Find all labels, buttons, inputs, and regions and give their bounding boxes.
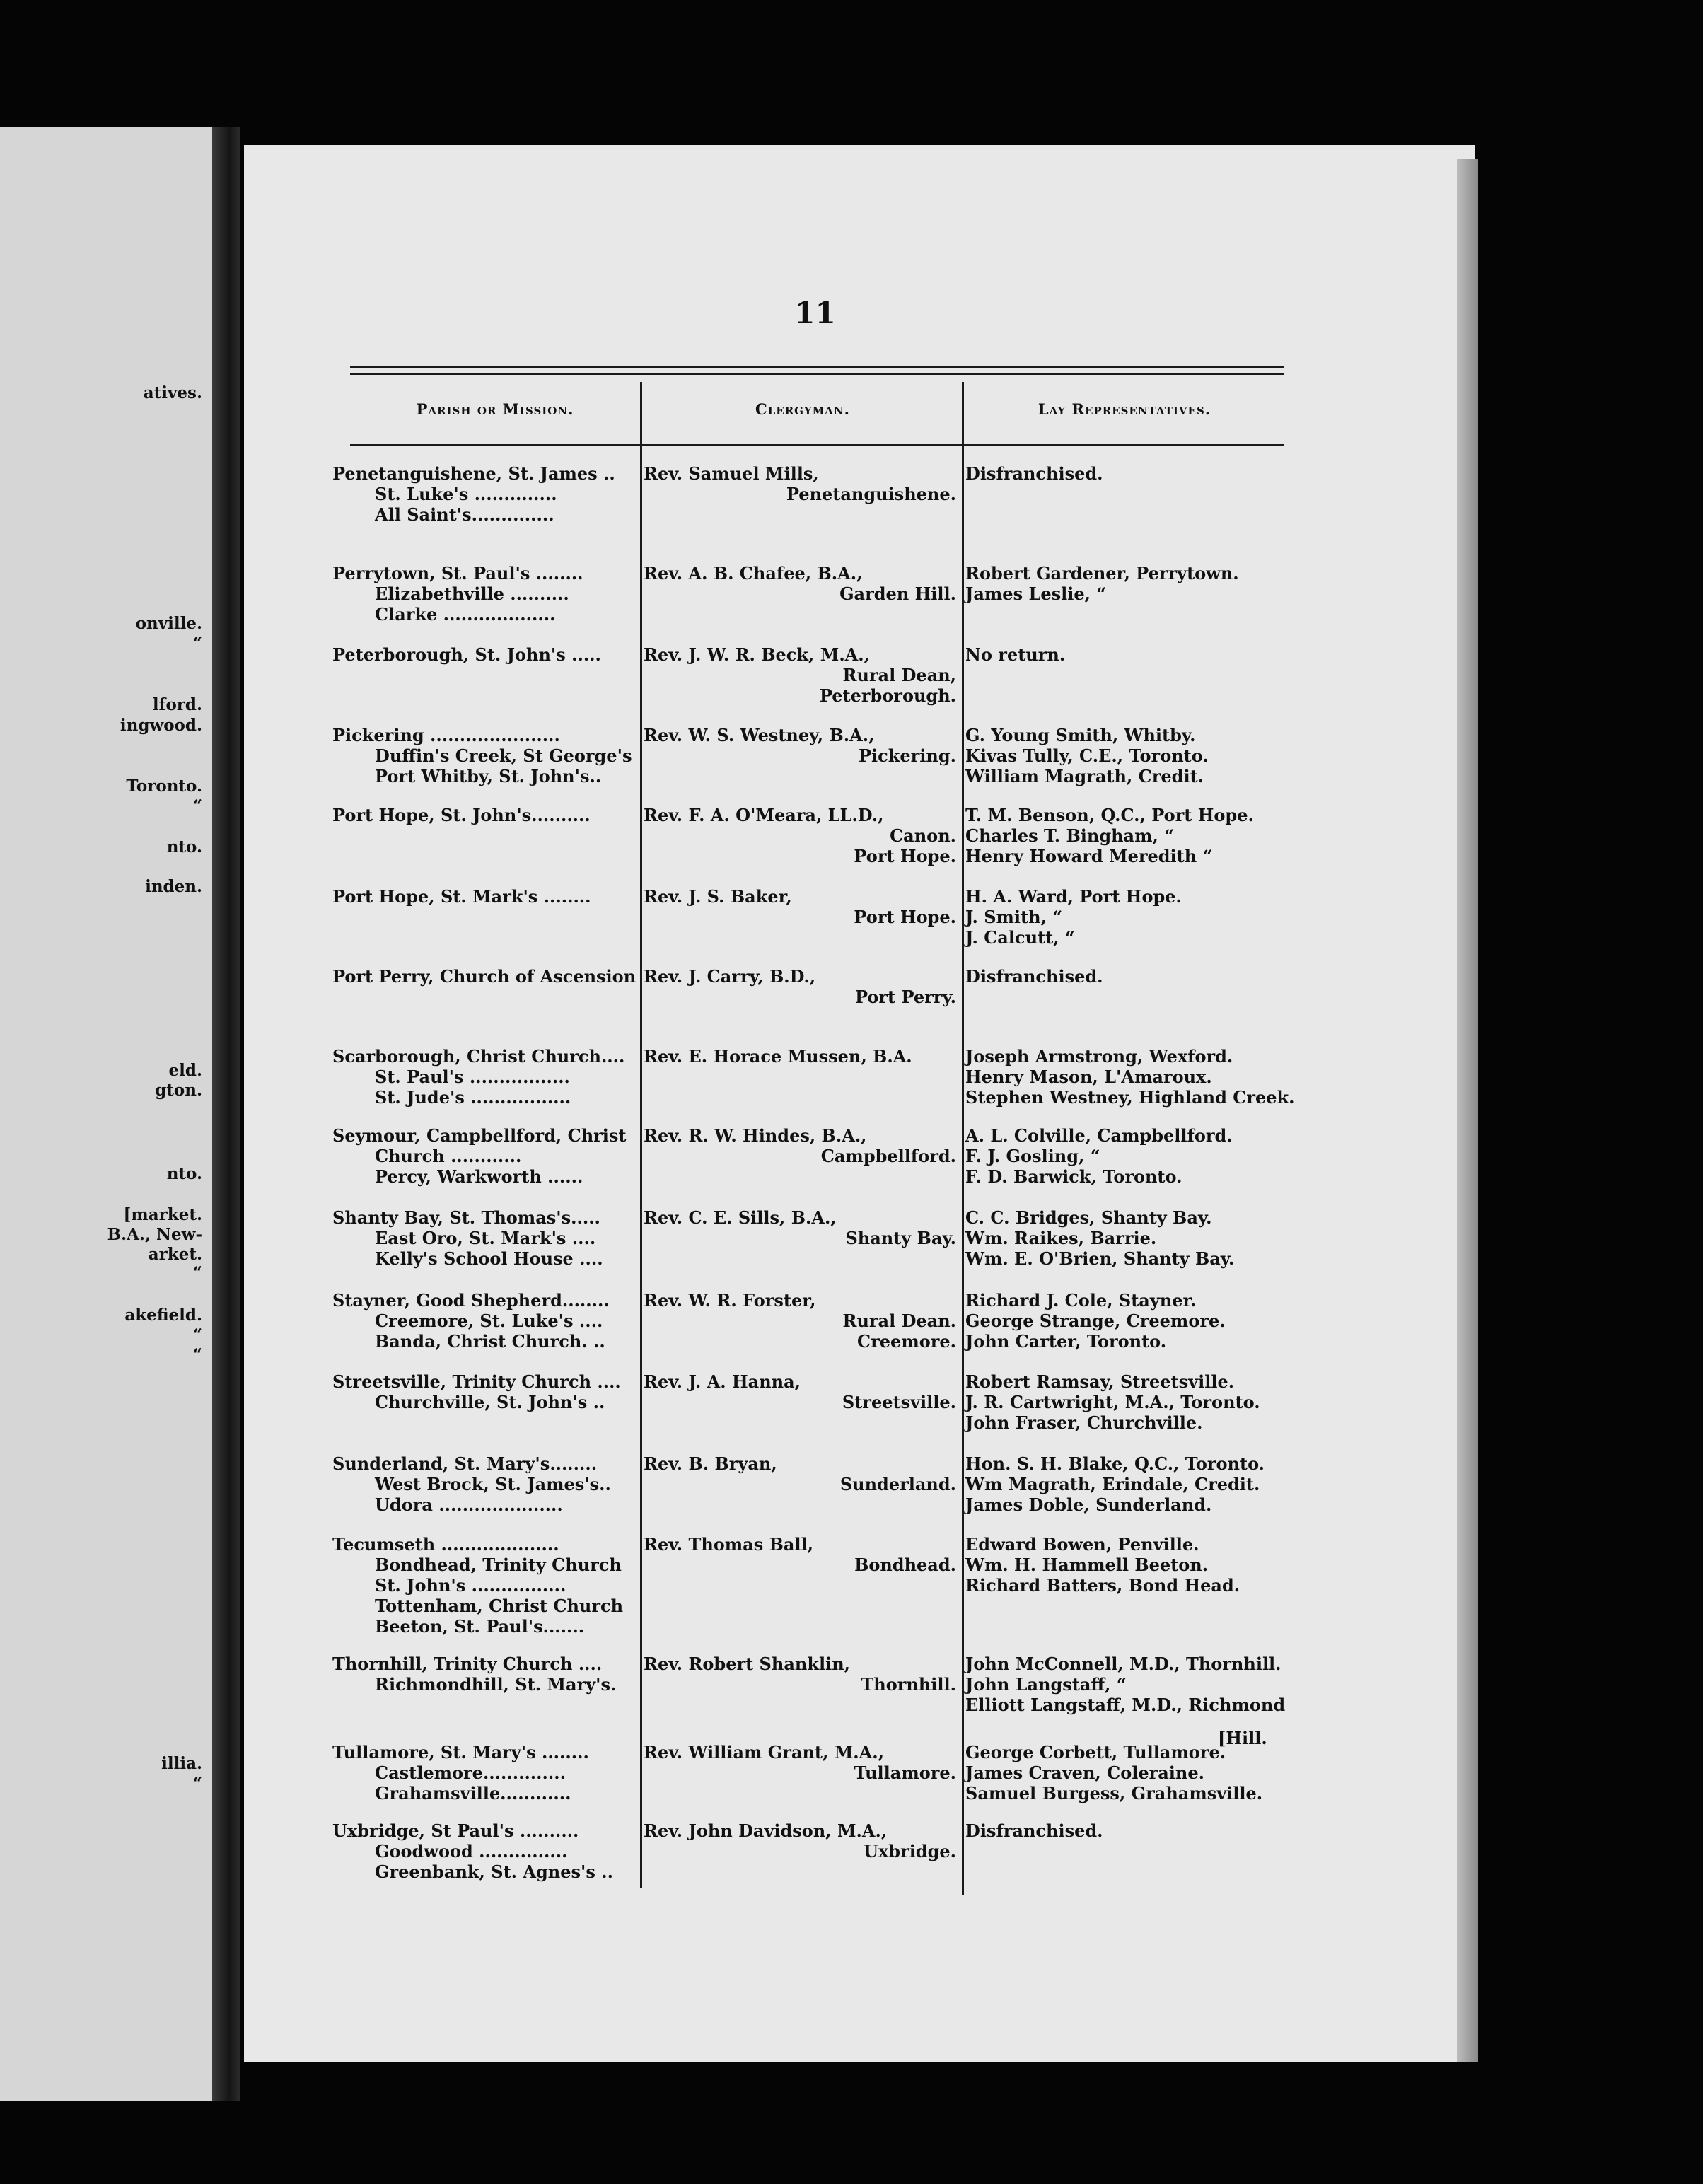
left-fragment: ingwood. — [120, 716, 202, 735]
clergy-line: Rev. J. S. Baker, — [644, 886, 792, 907]
parish-line: Creemore, St. Luke's .... — [375, 1311, 603, 1331]
parish-line: All Saint's.............. — [375, 504, 554, 525]
left-fragment: B.A., New- — [107, 1225, 202, 1244]
lay-line: H. A. Ward, Port Hope. — [965, 886, 1182, 907]
lay-line: No return. — [965, 644, 1066, 665]
column-header-rule — [350, 444, 1284, 446]
column-divider-2 — [962, 382, 964, 1895]
lay-line: Wm. H. Hammell Beeton. — [965, 1555, 1209, 1575]
lay-line: Disfranchised. — [965, 463, 1103, 484]
lay-line: John Langstaff, “ — [965, 1674, 1127, 1695]
parish-line: Tecumseth .................... — [332, 1534, 559, 1555]
clergy-line: Rev. W. S. Westney, B.A., — [644, 725, 875, 745]
parish-line: Udora ..................... — [375, 1494, 563, 1515]
lay-line: G. Young Smith, Whitby. — [965, 725, 1196, 745]
left-fragment: onville. — [135, 614, 202, 633]
lay-line: Stephen Westney, Highland Creek. — [965, 1087, 1295, 1108]
lay-line: Wm Magrath, Erindale, Credit. — [965, 1474, 1260, 1494]
parish-line: St. Paul's ................. — [375, 1067, 570, 1087]
lay-line: John McConnell, M.D., Thornhill. — [965, 1654, 1281, 1674]
parish-line: St. Jude's ................. — [375, 1087, 571, 1108]
clergy-line: Rev. Robert Shanklin, — [644, 1654, 850, 1674]
parish-line: East Oro, St. Mark's .... — [375, 1228, 596, 1248]
clergy-line: Port Perry. — [854, 987, 956, 1007]
left-fragment: [market. — [123, 1205, 202, 1224]
clergy-line: Rev. Samuel Mills, — [644, 463, 819, 484]
clergy-line: Pickering. — [858, 745, 956, 766]
parish-line: Duffin's Creek, St George's — [375, 745, 632, 766]
parish-line: Peterborough, St. John's ..... — [332, 644, 601, 665]
clergy-line: Rev. J. A. Hanna, — [644, 1371, 801, 1392]
lay-line: James Leslie, “ — [965, 583, 1107, 604]
lay-line: John Fraser, Churchville. — [965, 1412, 1203, 1433]
column-header-parish: Parish or Mission. — [416, 400, 574, 418]
parish-line: St. John's ................ — [375, 1575, 566, 1596]
parish-line: Port Hope, St. Mark's ........ — [332, 886, 591, 907]
left-fragment: nto. — [166, 1164, 202, 1183]
lay-line: Edward Bowen, Penville. — [965, 1534, 1199, 1555]
clergy-line: Campbellford. — [820, 1146, 956, 1166]
left-fragment: inden. — [145, 877, 202, 896]
lay-line: Charles T. Bingham, “ — [965, 825, 1175, 846]
left-fragment: “ — [192, 796, 202, 815]
left-fragment: illia. — [161, 1754, 202, 1773]
clergy-line: Rev. B. Bryan, — [644, 1453, 777, 1474]
column-header-lay: Lay Representatives. — [1038, 400, 1211, 418]
parish-line: Scarborough, Christ Church.... — [332, 1046, 625, 1067]
left-fragment: “ — [192, 1345, 202, 1364]
parish-line: St. Luke's .............. — [375, 484, 557, 504]
left-fragment: lford. — [152, 695, 202, 714]
clergy-line: Rev. William Grant, M.A., — [644, 1742, 884, 1762]
clergy-line: Rev. John Davidson, M.A., — [644, 1820, 888, 1841]
lay-line: Wm. Raikes, Barrie. — [965, 1228, 1157, 1248]
parish-line: West Brock, St. James's.. — [375, 1474, 611, 1494]
parish-line: Stayner, Good Shepherd........ — [332, 1290, 610, 1311]
clergy-line: Rev. C. E. Sills, B.A., — [644, 1207, 837, 1228]
lay-line: F. D. Barwick, Toronto. — [965, 1166, 1182, 1187]
left-fragment: atives. — [143, 383, 202, 402]
column-header-clergyman: Clergyman. — [755, 400, 850, 418]
parish-line: Churchville, St. John's .. — [375, 1392, 605, 1412]
parish-line: Port Whitby, St. John's.. — [375, 766, 602, 786]
clergy-line: Sunderland. — [839, 1474, 956, 1494]
lay-line: Kivas Tully, C.E., Toronto. — [965, 745, 1209, 766]
lay-line: J. R. Cartwright, M.A., Toronto. — [965, 1392, 1260, 1412]
clergy-line: Rev. A. B. Chafee, B.A., — [644, 563, 863, 583]
left-fragment: “ — [192, 1325, 202, 1344]
header-rule-bottom — [350, 373, 1284, 375]
clergy-line: Streetsville. — [842, 1392, 956, 1412]
left-fragment: “ — [192, 1263, 202, 1282]
clergy-line: Canon. — [890, 825, 956, 846]
lay-line: Joseph Armstrong, Wexford. — [965, 1046, 1233, 1067]
page-edge — [1457, 159, 1478, 2062]
lay-line: George Strange, Creemore. — [965, 1311, 1226, 1331]
clergy-line: Uxbridge. — [864, 1841, 956, 1861]
clergy-line: Rev. R. W. Hindes, B.A., — [644, 1125, 867, 1146]
left-fragment: nto. — [166, 837, 202, 856]
lay-line: T. M. Benson, Q.C., Port Hope. — [965, 805, 1254, 825]
left-fragment: “ — [192, 634, 202, 653]
lay-line: C. C. Bridges, Shanty Bay. — [965, 1207, 1212, 1228]
clergy-line: Peterborough. — [819, 685, 956, 706]
parish-line: Grahamsville............ — [375, 1783, 571, 1803]
clergy-line: Rev. F. A. O'Meara, LL.D., — [644, 805, 884, 825]
clergy-line: Rural Dean, — [842, 665, 956, 685]
parish-line: Port Hope, St. John's.......... — [332, 805, 591, 825]
parish-line: Elizabethville .......... — [375, 583, 569, 604]
lay-line: Elliott Langstaff, M.D., Richmond — [965, 1695, 1286, 1715]
clergy-line: Thornhill. — [861, 1674, 956, 1695]
lay-line: A. L. Colville, Campbellford. — [965, 1125, 1233, 1146]
lay-line: George Corbett, Tullamore. — [965, 1742, 1226, 1762]
clergy-line: Penetanguishene. — [786, 484, 956, 504]
parish-line: Thornhill, Trinity Church .... — [332, 1654, 603, 1674]
lay-line: J. Smith, “ — [965, 907, 1063, 927]
parish-line: Goodwood ............... — [375, 1841, 568, 1861]
lay-line: Samuel Burgess, Grahamsville. — [965, 1783, 1263, 1803]
clergy-line: Shanty Bay. — [845, 1228, 956, 1248]
lay-line: F. J. Gosling, “ — [965, 1146, 1100, 1166]
clergy-line: Bondhead. — [854, 1555, 956, 1575]
clergy-line: Rural Dean. — [842, 1311, 956, 1331]
clergy-line: Rev. Thomas Ball, — [644, 1534, 814, 1555]
lay-line: Wm. E. O'Brien, Shanty Bay. — [965, 1248, 1235, 1269]
lay-line: Henry Howard Meredith “ — [965, 846, 1213, 866]
left-fragment: arket. — [148, 1245, 202, 1264]
lay-line: James Doble, Sunderland. — [965, 1494, 1212, 1515]
parish-line: Percy, Warkworth ...... — [375, 1166, 583, 1187]
parish-line: Tottenham, Christ Church — [375, 1596, 624, 1616]
page-number: 11 — [794, 296, 836, 330]
parish-line: Penetanguishene, St. James .. — [332, 463, 615, 484]
clergy-line: Rev. E. Horace Mussen, B.A. — [644, 1046, 912, 1067]
lay-line: Richard J. Cole, Stayner. — [965, 1290, 1197, 1311]
book-gutter — [212, 127, 240, 2101]
left-fragment: Toronto. — [126, 777, 202, 796]
clergy-line: Tullamore. — [854, 1762, 956, 1783]
parish-line: Clarke ................... — [375, 604, 556, 625]
clergy-line: Port Hope. — [854, 907, 956, 927]
parish-line: Church ............ — [375, 1146, 522, 1166]
lay-line: Henry Mason, L'Amaroux. — [965, 1067, 1212, 1087]
parish-line: Castlemore.............. — [375, 1762, 566, 1783]
left-fragment: gton. — [155, 1081, 202, 1100]
lay-line: Robert Gardener, Perrytown. — [965, 563, 1239, 583]
left-fragment: “ — [192, 1774, 202, 1793]
parish-line: Tullamore, St. Mary's ........ — [332, 1742, 589, 1762]
clergy-line: Creemore. — [857, 1331, 956, 1352]
parish-line: Beeton, St. Paul's....... — [375, 1616, 585, 1637]
lay-line: Disfranchised. — [965, 1820, 1103, 1841]
parish-line: Banda, Christ Church. .. — [375, 1331, 605, 1352]
parish-line: Sunderland, St. Mary's........ — [332, 1453, 598, 1474]
left-fragment: akefield. — [124, 1306, 202, 1325]
clergy-line: Rev. W. R. Forster, — [644, 1290, 816, 1311]
clergy-line: Rev. J. Carry, B.D., — [644, 966, 816, 987]
parish-line: Pickering ...................... — [332, 725, 560, 745]
richmond-hill-continuation: [Hill. — [1218, 1728, 1267, 1748]
lay-line: Hon. S. H. Blake, Q.C., Toronto. — [965, 1453, 1265, 1474]
lay-line: John Carter, Toronto. — [965, 1331, 1167, 1352]
header-rule-top — [350, 366, 1284, 368]
lay-line: James Craven, Coleraine. — [965, 1762, 1204, 1783]
lay-line: Disfranchised. — [965, 966, 1103, 987]
parish-line: Shanty Bay, St. Thomas's..... — [332, 1207, 600, 1228]
parish-line: Port Perry, Church of Ascension — [332, 966, 637, 987]
parish-line: Seymour, Campbellford, Christ — [332, 1125, 627, 1146]
parish-line: Richmondhill, St. Mary's. — [375, 1674, 617, 1695]
parish-line: Uxbridge, St Paul's .......... — [332, 1820, 579, 1841]
clergy-line: Garden Hill. — [839, 583, 956, 604]
lay-line: William Magrath, Credit. — [965, 766, 1204, 786]
parish-line: Streetsville, Trinity Church .... — [332, 1371, 621, 1392]
clergy-line: Rev. J. W. R. Beck, M.A., — [644, 644, 871, 665]
left-page-fragment — [0, 127, 212, 2101]
parish-line: Greenbank, St. Agnes's .. — [375, 1861, 613, 1882]
lay-line: J. Calcutt, “ — [965, 927, 1075, 948]
column-divider-1 — [640, 382, 642, 1888]
parish-line: Kelly's School House .... — [375, 1248, 603, 1269]
lay-line: Robert Ramsay, Streetsville. — [965, 1371, 1235, 1392]
clergy-line: Port Hope. — [854, 846, 956, 866]
left-fragment: eld. — [168, 1061, 202, 1080]
parish-line: Bondhead, Trinity Church — [375, 1555, 622, 1575]
lay-line: Richard Batters, Bond Head. — [965, 1575, 1240, 1596]
parish-line: Perrytown, St. Paul's ........ — [332, 563, 583, 583]
